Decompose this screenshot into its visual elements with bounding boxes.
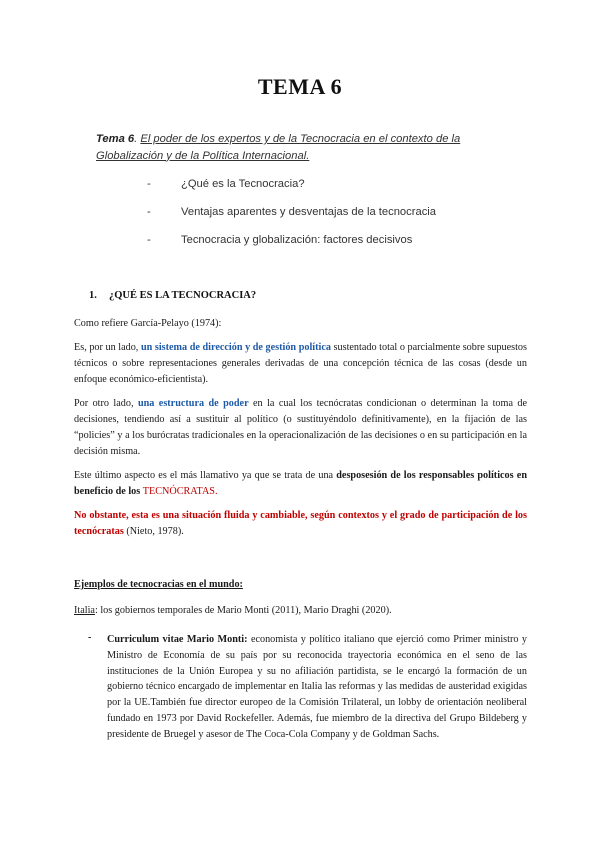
p3-start: Este último aspecto es el más llamativo ya que se trata de una <box>74 470 337 481</box>
italia-label: Italia <box>74 605 95 616</box>
subtitle <box>96 131 496 164</box>
section-number: 1. <box>89 290 97 301</box>
p1-highlight: un sistema de dirección y de gestión política <box>140 342 331 353</box>
examples-heading-text: Ejemplos de tecnocracias en el mundo: <box>74 579 243 590</box>
topic-text: Tecnocracia y globalización: factores decisivos <box>181 234 413 246</box>
p4-cite: (Nieto, 1978). <box>123 526 184 537</box>
p2-start: Por otro lado, <box>74 398 138 409</box>
paragraph-1 <box>74 340 527 388</box>
page-title: TEMA 6 <box>257 74 343 99</box>
italia-text: : los gobiernos temporales de Mario Monti (2011), Mario Draghi (2020). <box>94 605 392 616</box>
p2-highlight: una estructura de poder <box>137 398 249 409</box>
bullet-bold: Curriculum vitae Mario Monti: <box>107 634 248 645</box>
topic-text: ¿Qué es la Tecnocracia? <box>181 178 305 190</box>
subtitle-label: Tema 6 <box>96 133 135 145</box>
section-title: ¿QUÉ ES LA TECNOCRACIA? <box>109 290 257 301</box>
p1-end: sustentado total o parcialmente sobre supuestos técnicos o sobre representaciones generales derivadas de una concepción técnica de las cosas (desde un enfoque económico-eficientista). <box>74 342 527 385</box>
topic-dash: - <box>147 206 151 218</box>
subtitle-text: El poder de los expertos y de la Tecnocracia en el contexto de la Globalización y de la Política Internacional. <box>96 133 461 162</box>
examples-heading <box>74 577 527 593</box>
italia-line <box>74 603 527 619</box>
topic-dash: - <box>147 234 151 246</box>
p3-bold: desposesión de los responsables políticos en beneficio de los <box>74 470 527 497</box>
p2-end: en la cual los tecnócratas condicionan o determinan la toma de decisiones, tendiendo así a sustituir al político (o sustituyéndolo definitivamente), en la fijación de las “policies” y a los burócratas tradicionales en la operacionalización de las decisiones o en su participación en la decisión misma. <box>74 398 528 457</box>
paragraph-3 <box>74 468 527 500</box>
topic-dash: - <box>147 178 151 190</box>
p1-start: Es, por un lado, <box>74 342 141 353</box>
bullet-dash: - <box>88 632 92 643</box>
intro-paragraph: Como refiere García-Pelayo (1974): <box>74 318 222 329</box>
p3-red: TECNÓCRATAS. <box>142 486 218 497</box>
paragraph-2 <box>74 396 527 460</box>
bullet-text: economista y político italiano que ejerció como Primer ministro y Ministro de Economía de su país por su reconocida trayectoria económica en el seno de las instituciones de la Unión Europea y su no afiliación partidista, se le encargó la formación de un gobierno técnico encargado de implementar en Italia las reformas y las medidas de austeridad exigidas por la UE.También fue director europeo de la Comisión Trilateral, un lobby de orientación neoliberal fundado en 1973 por David Rockefeller. Además, fue miembro de la directiva del Grupo Bildeberg y presidente de Bruegel y asesor de The Coca-Cola Company y de Goldman Sachs. <box>107 634 527 740</box>
section-heading <box>89 290 256 301</box>
bullet-item <box>107 632 527 743</box>
paragraph-4 <box>74 508 527 540</box>
p4-red: No obstante, esta es una situación fluida y cambiable, según contextos y el grado de participación de los tecnócratas <box>74 510 527 537</box>
topic-text: Ventajas aparentes y desventajas de la tecnocracia <box>181 206 436 218</box>
subtitle-separator: . <box>134 133 141 145</box>
